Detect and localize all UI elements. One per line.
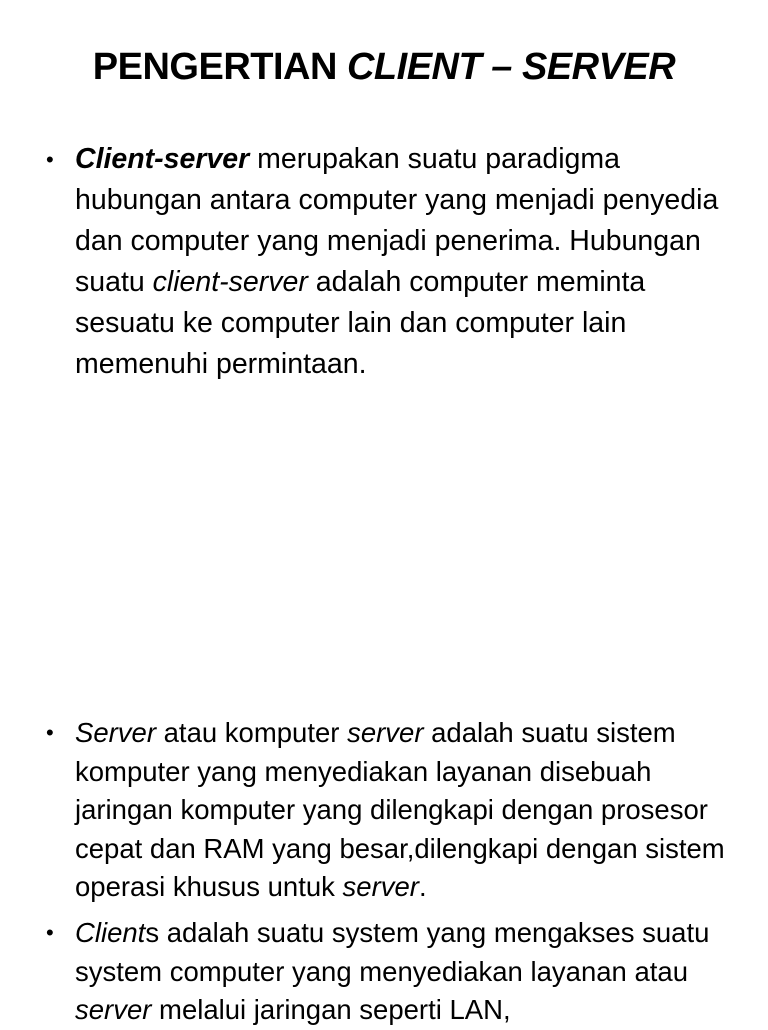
bullet-server-definition	[46, 714, 736, 907]
slide-title	[0, 46, 768, 89]
bullet-text-part: atau komputer	[156, 717, 348, 748]
bullet-italic-part: server	[342, 871, 419, 902]
bullet-dot: •	[46, 920, 54, 945]
bullet-dot: •	[46, 147, 54, 172]
bullet-client-server-definition	[46, 139, 736, 385]
bullet-italic-part: client-server	[152, 266, 308, 298]
title-italic: CLIENT – SERVER	[346, 46, 676, 88]
bullet-clients-definition	[46, 914, 736, 1030]
bullet-text-part: s adalah suatu system yang mengakses suatu system computer yang menyediakan layanan atau	[75, 917, 710, 987]
bullet-italic-part: server	[347, 717, 424, 748]
bullet-italic-part: Client	[75, 917, 146, 948]
bullet-text-part: adalah suatu sistem komputer yang menyediakan layanan disebuah jaringan komputer yang dilengkapi dengan prosesor cepat dan RAM yang besar,dilengkapi dengan sistem operasi khusus untuk	[75, 717, 725, 902]
bullet-dot: •	[46, 720, 54, 745]
bullet-text-part: .	[418, 871, 427, 902]
bullet-text-part: merupakan suatu paradigma hubungan antara computer yang menjadi penyedia dan computer yang menjadi penerima. Hubungan suatu	[75, 143, 719, 298]
title-plain: PENGERTIAN	[92, 46, 347, 88]
term-client-server: Client-server	[75, 143, 250, 175]
bullet-text	[75, 714, 736, 907]
bullet-italic-part: server	[75, 994, 152, 1025]
bullet-text	[75, 914, 736, 1030]
bullet-text-part: adalah computer meminta sesuatu ke computer lain dan computer lain memenuhi permintaan.	[75, 266, 646, 380]
bullet-text-part: melalui jaringan seperti LAN,	[151, 994, 511, 1025]
bullet-text	[75, 139, 736, 385]
bullet-italic-part: Server	[75, 717, 156, 748]
